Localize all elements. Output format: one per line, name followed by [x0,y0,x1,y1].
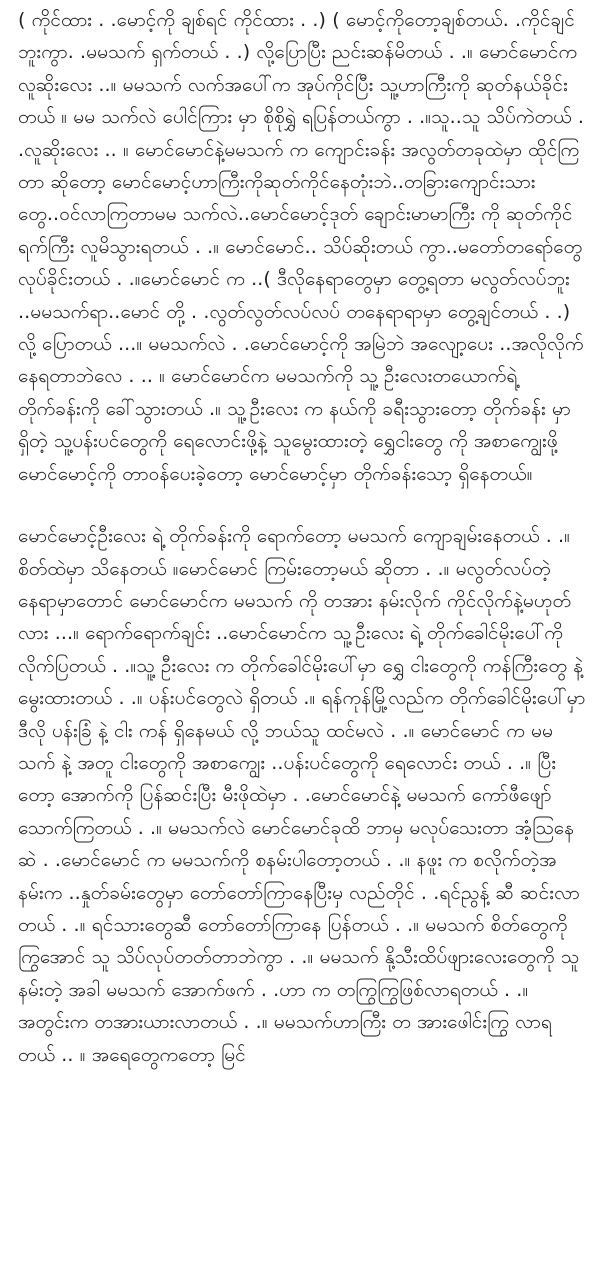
story-paragraph-2: မောင်မောင့်ဦးလေး ရဲ့ တိုက်ခန်းကို ရောက်တော့ မမသက် ကျောချမ်းနေတယ် . .။ စိတ်ထဲမှာ သိနေတယ် ။မောင်မောင် ကြမ်းတော့မယ် ဆိုတာ . .။ မလွတ်လပ်တဲ့ နေရာမှာတောင် မောင်မောင်က မမသက် ကို တအား နမ်းလိုက် ကိုင်လိုက်နဲ့မဟုတ်လား ...။ ရောက်ရောက်ချင်း ..မောင်မောင်က သူ့ဦးလေး ရဲ့ တိုက်ခေါင်မိုးပေါ်ကို လိုက်ပြတယ် . .။သူ့ ဦးလေး က တိုက်ခေါင်မိုးပေါ်မှာ ရွှေ ငါးတွေကို ကန်ကြီးတွေ နဲ့ မွေးထားတယ် . .။ ပန်းပင်တွေလဲ ရှိတယ် .။ ရန်ကုန်မြို့လည်က တိုက်ခေါင်မိုးပေါ်မှာ ဒီလို ပန်းခြံ နဲ့ ငါး ကန် ရှိနေမယ် လို့ ဘယ်သူ ထင်မလဲ . .။ မောင်မောင် က မမသက် နဲ့ အတူ ငါးတွေကို အစာကျွေး ..ပန်းပင်တွေကို ရေလောင်း တယ် . .။ ပြီးတော့ အောက်ကို ပြန်ဆင်းပြီး မီးဖိုထဲမှာ . .မောင်မောင်နဲ့ မမသက် ကော်ဖီဖျော်သောက်ကြတယ် . .။ မမသက်လဲ မောင်မောင်ခုထိ ဘာမှ မလုပ်သေးတာ အံ့သြနေဆဲ . .မောင်မောင် က မမသက်ကို စနမ်းပါတော့တယ် . .။ နဖူး က စလိုက်တဲ့အ နမ်းက ..နှုတ်ခမ်းတွေမှာ တော်တော်ကြာနေပြီးမှ လည်တိုင် . .ရင်ညွန့် ဆီ ဆင်းလာတယ် . .။ ရင်သားတွေဆီ တော်တော်ကြာနေ ပြန်တယ် . .။ မမသက် စိတ်တွေကို ကြွအောင် သူ သိပ်လုပ်တတ်တာဘဲကွာ . .။ မမသက် နို့သီးထိပ်ဖျားလေးတွေကို သူ နမ်းတဲ့ အခါ မမသက် အောက်ဖက် . .ဟာ က တကြွကြွဖြစ်လာရတယ် . .။ အတွင်းက တအားယားလာတယ် . .။ မမသက်ဟာကြီး တ အားဖေါင်းကြွ လာရတယ် .. ။ အရေတွေကတော့ မြင် [18,525,586,1066]
story-paragraph-1: ( ကိုင်ထား . .မောင့်ကို ချစ်ရင် ကိုင်ထား . .) ( မောင့်ကိုတော့ချစ်တယ်. .ကိုင်ချင်ဘူးကွာ. .မမသက် ရှက်တယ် . .) လို့ပြောပြီး ညင်းဆန်မိတယ် . .။ မောင်မောင်က လူဆိုးလေး ..။ မမသက် လက်အပေါ်က အုပ်ကိုင်ပြီး သူ့ဟာကြီးကို ဆုတ်နယ်ခိုင်းတယ် ။ မမ သက်လဲ ပေါင်ကြား မှာ စိုစိုရွှဲ ရပြန်တယ်ကွာ . .။သူ..သူ သိပ်ကဲတယ် . .လူဆိုးလေး .. ။ မောင်မောင်နဲ့မမသက် က ကျောင်းခန်း အလွတ်တခုထဲမှာ ထိုင်ကြတာ ဆိုတော့ မောင်မောင့်ဟာကြီးကိုဆုတ်ကိုင်နေတုံးဘဲ..တခြားကျောင်းသားတွေ..ဝင်လာကြတာမမ သက်လဲ..မောင်မောင့်ဒုတ် ချောင်းမာမာကြီး ကို ဆုတ်ကိုင်ရက်ကြီး လူမိသွားရတယ် . .။ မောင်မောင်.. သိပ်ဆိုးတယ် ကွာ..မတော်တရော်တွေ လုပ်ခိုင်းတယ် . .။မောင်မောင် က ..( ဒီလိုနေရာတွေမှာ တွေ့ရတာ မလွတ်လပ်ဘူး ..မမသက်ရာ..မောင် တို့ . .လွတ်လွတ်လပ်လပ် တနေရာရာမှာ တွေ့ချင်တယ် . .) လို့ ပြောတယ် ...။ မမသက်လဲ . .မောင်မောင့်ကို အမြဲဘဲ အလျော့ပေး ..အလိုလိုက်နေရတာဘဲလေ . .. ။ မောင်မောင်က မမသက်ကို သူ့ ဦးလေးတယောက်ရဲ့ တိုက်ခန်းကို ခေါ်သွားတယ် .။ သူ့ဦးလေး က နယ်ကို ခရီးသွားတော့ တိုက်ခန်း မှာ ရှိတဲ့ သူ့ပန်းပင်တွေကို ရေလောင်းဖို့နဲ့ သူမွေးထားတဲ့ ရွှေငါးတွေ ကို အစာကျွေးဖို့ မောင်မောင့်ကို တာဝန်ပေးခဲ့တော့ မောင်မောင့်မှာ တိုက်ခန်းသော့ ရှိနေတယ်။ [18,9,585,485]
